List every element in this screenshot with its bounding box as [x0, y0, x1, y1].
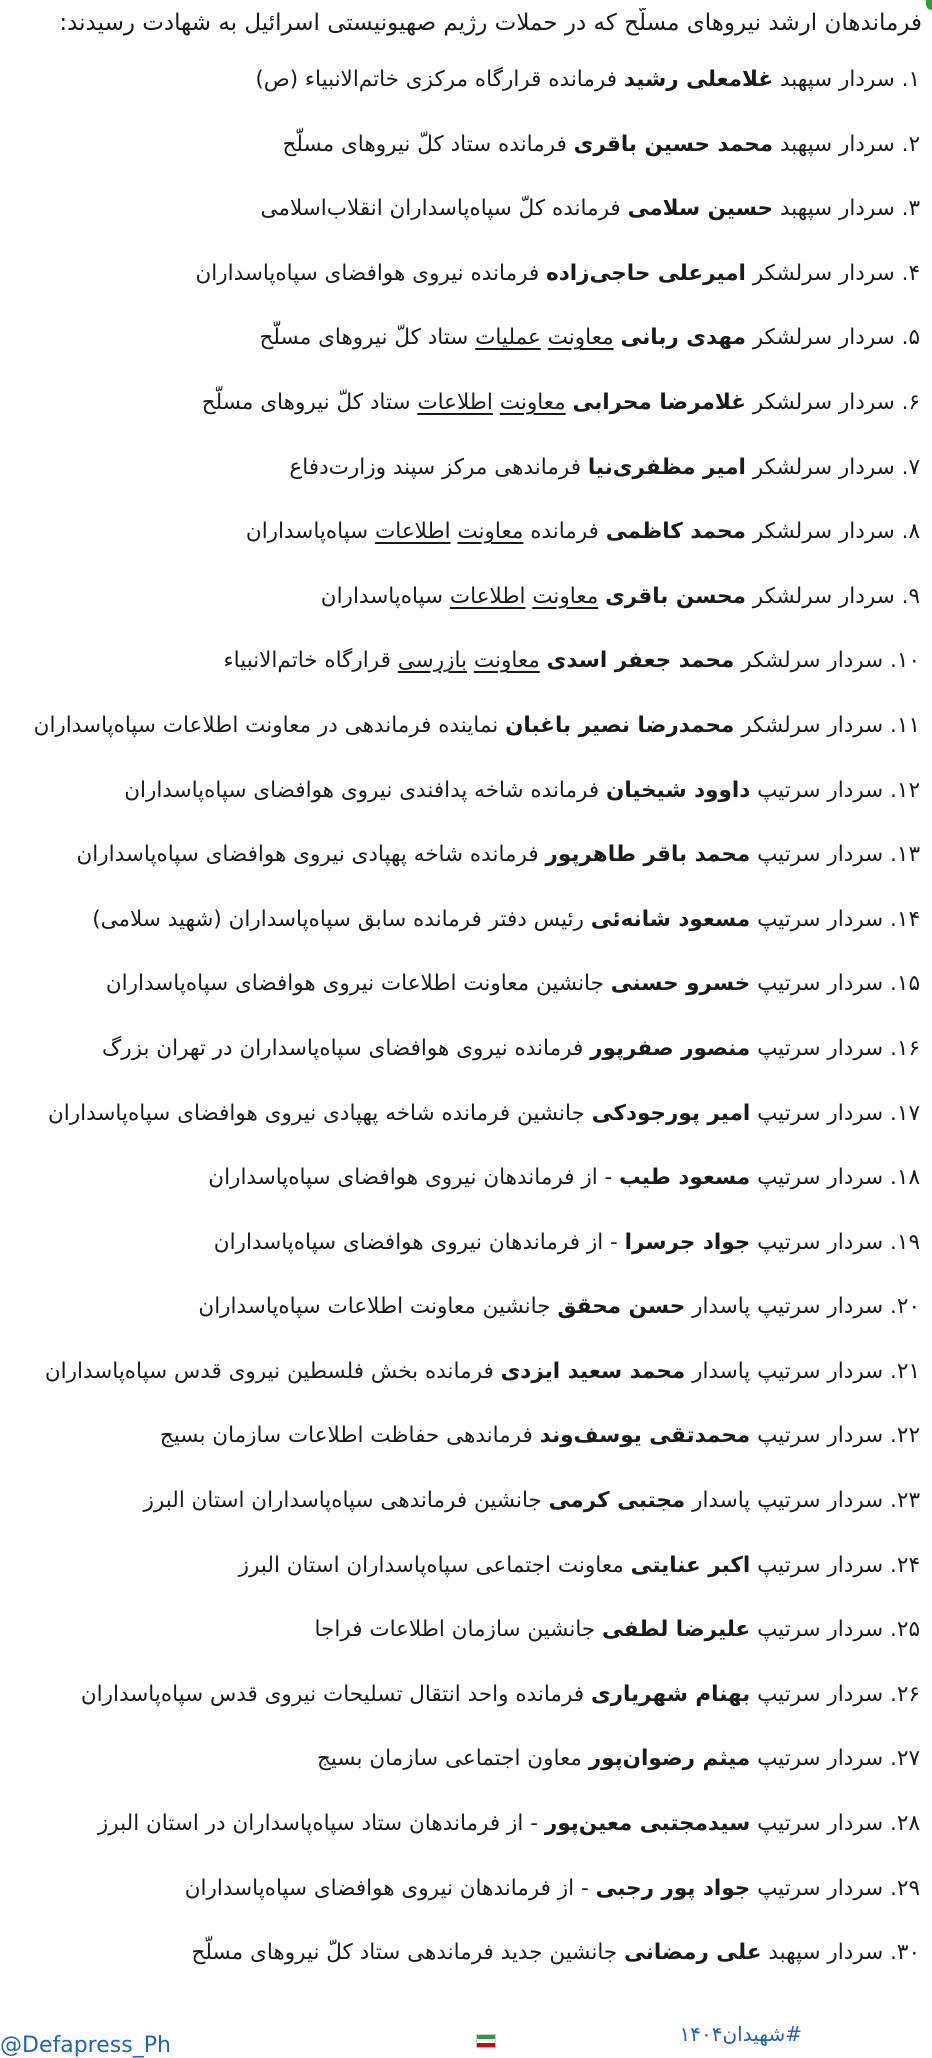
item-role: فرمانده کلّ سپاه‌پاسداران انقلاب‌اسلامی: [260, 196, 621, 222]
list-item: [0, 306, 920, 371]
item-name: منصور صفرپور: [590, 1035, 751, 1061]
item-role-underlined: معاونت: [547, 325, 614, 351]
item-rank: سردار سرلشکر: [752, 583, 895, 609]
list-item: [0, 1082, 920, 1147]
list-item: [0, 888, 920, 953]
item-number: ۱۴.: [890, 906, 920, 932]
item-name: محمد سعید ایزدی: [500, 1358, 686, 1384]
list-item: [0, 1663, 920, 1728]
item-role-prefix: فرمانده: [530, 519, 599, 545]
item-number: ۲۱.: [890, 1358, 920, 1384]
item-number: ۲۵.: [890, 1617, 920, 1643]
item-number: ۲۹.: [890, 1875, 920, 1901]
item-rank: سردار سرتیپ: [757, 1617, 884, 1643]
item-name: امیر مظفری‌نیا: [587, 454, 746, 480]
iran-flag-icon: [476, 2034, 496, 2048]
list-item: [0, 565, 920, 630]
item-number: ۲۸.: [890, 1811, 920, 1837]
item-role: فرمانده نیروی هوافضای سپاه‌پاسداران: [195, 260, 540, 286]
list-item: [0, 759, 920, 824]
item-role: - از فرماندهان نیروی هوافضای سپاه‌پاسداران: [213, 1229, 618, 1255]
list-item: [0, 500, 920, 565]
item-number: ۲۳.: [890, 1488, 920, 1514]
source-handle: @Defapress_Ph: [0, 2033, 171, 2058]
list-item: [0, 1017, 920, 1082]
list-item: [0, 694, 920, 759]
item-name: حسن محقق: [557, 1294, 686, 1320]
item-name: مسعود طیب: [619, 1165, 751, 1191]
item-name: محمد کاظمی: [605, 519, 746, 545]
item-number: ۵.: [901, 325, 920, 351]
item-role: - از فرماندهان نیروی هوافضای سپاه‌پاسداران: [184, 1875, 589, 1901]
item-rank: سردار سرتیپ: [757, 1746, 884, 1772]
item-name: مهدی ربانی: [620, 325, 746, 351]
item-number: ۱.: [901, 67, 920, 92]
item-role: معاونت اجتماعی سپاه‌پاسداران استان البرز: [238, 1552, 624, 1578]
item-role: - از فرماندهان نیروی هوافضای سپاه‌پاسداران: [208, 1165, 613, 1191]
item-number: ۲۶.: [890, 1681, 920, 1707]
item-name: غلامرضا محرابی: [572, 389, 746, 415]
item-name: مجتبی کرمی: [548, 1488, 686, 1514]
item-rank: سردار سرتیپ پاسدار: [692, 1488, 884, 1514]
item-number: ۱۷.: [890, 1100, 920, 1126]
list-item: [0, 1598, 920, 1663]
item-role: جانشین معاونت اطلاعات سپاه‌پاسداران: [198, 1294, 551, 1320]
item-rank: سردار سرتیپ: [757, 906, 884, 932]
item-role: فرمانده شاخه پهپادی نیروی هوافضای سپاه‌پاسداران: [76, 842, 539, 868]
item-number: ۲۷.: [890, 1746, 920, 1772]
item-number: ۹.: [901, 583, 920, 609]
item-name: حسین سلامی: [627, 196, 774, 222]
item-role: فرمانده ستاد کلّ نیروهای مسلّح: [282, 131, 567, 157]
item-number: ۲۰.: [890, 1294, 920, 1320]
item-rank: سردار سرتیپ: [757, 1681, 884, 1707]
item-rank: سردار سرتیپ: [757, 971, 884, 997]
list-item: [0, 1469, 920, 1534]
item-rank: سردار سرلشکر: [752, 260, 895, 286]
item-number: ۱۸.: [890, 1165, 920, 1191]
list-item: [0, 1921, 920, 1986]
item-role: جانشین فرمانده شاخه پهپادی نیروی هوافضای سپاه‌پاسداران: [48, 1100, 585, 1126]
list-item: [0, 48, 920, 113]
list-item: [0, 952, 920, 1017]
list-item: [0, 1340, 920, 1405]
list-item: [0, 177, 920, 242]
item-role: سپاه‌پاسداران: [245, 519, 369, 545]
item-role: فرمانده بخش فلسطین نیروی قدس سپاه‌پاسداران: [44, 1358, 494, 1384]
item-rank: سردار سرلشکر: [741, 648, 884, 674]
item-name: امیر پورجودکی: [591, 1100, 751, 1126]
item-number: ۱۶.: [890, 1035, 920, 1061]
item-role: معاون اجتماعی سازمان بسیج: [316, 1746, 582, 1772]
list-item: [0, 436, 920, 501]
item-role: نماینده فرماندهی در معاونت اطلاعات سپاه‌پاسداران: [33, 712, 499, 738]
item-name: غلامعلی رشید: [623, 67, 774, 92]
item-number: ۲۲.: [890, 1423, 920, 1449]
commanders-list: [0, 48, 920, 1986]
item-name: مسعود شانه‌ئی: [590, 906, 751, 932]
item-role: رئیس دفتر فرمانده سابق سپاه‌پاسداران (شهید سلامی): [92, 906, 584, 932]
item-name: محمد جعفر اسدی: [546, 648, 735, 674]
item-number: ۳.: [901, 196, 920, 222]
page-heading: فرماندهان ارشد نیروهای مسلّح که در حملات رژیم صهیونیستی اسرائیل به شهادت رسیدند:: [59, 10, 922, 36]
item-name: سیدمجتبی معین‌پور: [544, 1811, 751, 1837]
item-role: ستاد کلّ نیروهای مسلّح: [259, 325, 469, 351]
item-rank: سردار سرتیپ: [757, 1811, 884, 1837]
hashtag-link[interactable]: #شهیدان۱۴۰۴: [679, 2022, 802, 2046]
flag-stripe-red: [477, 2043, 495, 2047]
item-number: ۲.: [901, 131, 920, 157]
list-item: [0, 1727, 920, 1792]
list-item: [0, 1146, 920, 1211]
item-rank: سردار سرلشکر: [741, 712, 884, 738]
item-number: ۱۵.: [890, 971, 920, 997]
item-rank: سردار سرتیپ: [757, 1165, 884, 1191]
item-role: جانشین معاونت اطلاعات نیروی هوافضای سپاه‌پاسداران: [105, 971, 604, 997]
item-rank: سردار سرتیپ: [757, 1229, 884, 1255]
item-rank: سردار سرتیپ: [757, 842, 884, 868]
item-name: محمدتقی یوسف‌وند: [539, 1423, 751, 1449]
item-rank: سردار سرتیپ: [757, 1875, 884, 1901]
list-item: [0, 242, 920, 307]
item-name: داوود شیخیان: [605, 777, 751, 803]
item-role: فرمانده نیروی هوافضای سپاه‌پاسداران در تهران بزرگ: [102, 1035, 584, 1061]
item-rank: سردار سرلشکر: [752, 325, 895, 351]
list-item: [0, 1792, 920, 1857]
item-name: اکبر عنایتی: [630, 1552, 751, 1578]
item-role: سپاه‌پاسداران: [320, 583, 444, 609]
item-rank: سردار سرتیپ: [757, 1035, 884, 1061]
list-item: [0, 371, 920, 436]
item-rank: سردار سرتیپ پاسدار: [692, 1294, 884, 1320]
list-item: [0, 1534, 920, 1599]
item-name: محمد باقر طاهرپور: [545, 842, 751, 868]
item-rank: سردار سرلشکر: [752, 519, 895, 545]
item-rank: سردار سرلشکر: [752, 454, 895, 480]
item-name: جواد جرسرا: [624, 1229, 751, 1255]
item-name: علیرضا لطفی: [602, 1617, 751, 1643]
item-number: ۲۴.: [890, 1552, 920, 1578]
item-rank: سردار سرتیپ: [757, 777, 884, 803]
item-role-underlined: اطلاعات: [417, 389, 493, 415]
item-name: جواد پور رجبی: [595, 1875, 751, 1901]
item-role-underlined: معاونت: [499, 389, 566, 415]
item-rank: سردار سپهبد: [768, 1940, 884, 1966]
list-item: [0, 1404, 920, 1469]
item-number: ۱۲.: [890, 777, 920, 803]
item-role-underlined: بازرسی: [397, 648, 468, 674]
item-rank: سردار سرتیپ: [757, 1552, 884, 1578]
item-role: جانشین جدید فرماندهی ستاد کلّ نیروهای مسلّح: [191, 1940, 618, 1966]
list-item: [0, 629, 920, 694]
item-rank: سردار سرتیپ: [757, 1100, 884, 1126]
item-number: ۳۰.: [890, 1940, 920, 1966]
item-role-underlined: معاونت: [532, 583, 599, 609]
list-item: [0, 113, 920, 178]
item-role: فرمانده واحد انتقال تسلیحات نیروی قدس سپاه‌پاسداران: [80, 1681, 585, 1707]
footer: [680, 2022, 802, 2046]
item-rank: سردار سرتیپ: [757, 1423, 884, 1449]
list-item: [0, 823, 920, 888]
item-role: ستاد کلّ نیروهای مسلّح: [201, 389, 411, 415]
item-rank: سردار سرتیپ پاسدار: [692, 1358, 884, 1384]
item-role: فرمانده قرارگاه مرکزی خاتم‌الانبیاء (ص): [255, 67, 618, 92]
item-role-underlined: اطلاعات: [375, 519, 451, 545]
item-number: ۱۱.: [890, 712, 920, 738]
item-role-underlined: معاونت: [473, 648, 540, 674]
item-role-underlined: معاونت: [457, 519, 524, 545]
item-name: میثم رضوان‌پور: [588, 1746, 751, 1772]
item-number: ۱۳.: [890, 842, 920, 868]
item-number: ۱۹.: [890, 1229, 920, 1255]
item-name: محمد حسین باقری: [573, 131, 774, 157]
item-name: علی رمضانی: [624, 1940, 762, 1966]
item-rank: سردار سپهبد: [779, 196, 895, 222]
item-number: ۶.: [901, 389, 920, 415]
item-rank: سردار سرلشکر: [752, 389, 895, 415]
item-number: ۷.: [901, 454, 920, 480]
top-accent-bar: [926, 0, 932, 10]
item-role-underlined: اطلاعات: [449, 583, 526, 609]
item-rank: سردار سپهبد: [779, 67, 895, 92]
item-role: جانشین سازمان اطلاعات فراجا: [314, 1617, 596, 1643]
item-role: - از فرماندهان ستاد سپاه‌پاسداران در استان البرز: [97, 1811, 538, 1837]
item-role-underlined: عملیات: [475, 325, 541, 351]
item-name: بهنام شهریاری: [590, 1681, 751, 1707]
list-item: [0, 1211, 920, 1276]
item-rank: سردار سپهبد: [779, 131, 895, 157]
item-number: ۸.: [901, 519, 920, 545]
list-item: [0, 1275, 920, 1340]
item-number: ۴.: [901, 260, 920, 286]
item-name: خسرو حسنی: [610, 971, 751, 997]
item-role: فرماندهی حفاظت اطلاعات سازمان بسیج: [159, 1423, 533, 1449]
item-role: فرمانده شاخه پدافندی نیروی هوافضای سپاه‌پاسداران: [124, 777, 600, 803]
item-role: فرماندهی مرکز سپند وزارت‌دفاع: [289, 454, 581, 480]
list-item: [0, 1857, 920, 1922]
item-role: جانشین فرماندهی سپاه‌پاسداران استان البرز: [143, 1488, 542, 1514]
item-number: ۱۰.: [890, 648, 920, 674]
item-role: قرارگاه خاتم‌الانبیاء: [223, 648, 391, 674]
item-name: محمدرضا نصیر باغبان: [505, 712, 735, 738]
item-name: محسن باقری: [605, 583, 746, 609]
item-name: امیرعلی حاجی‌زاده: [546, 260, 746, 286]
